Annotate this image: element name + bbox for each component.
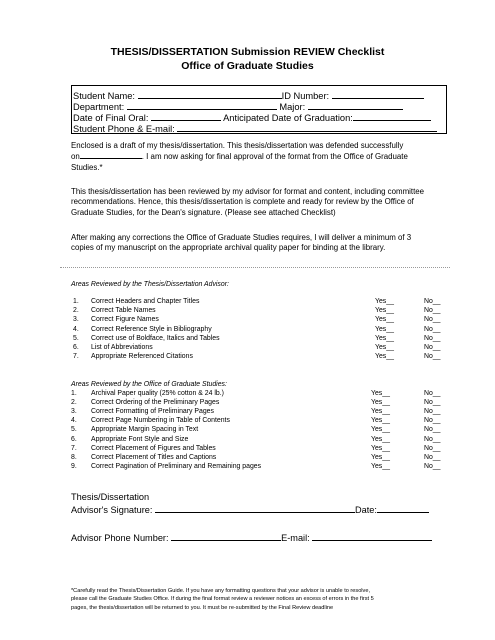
id-number-field[interactable] — [332, 89, 424, 99]
email-label: E-mail: — [281, 533, 310, 543]
item-number: 3. — [73, 316, 79, 324]
footnote — [71, 587, 451, 612]
student-name-field[interactable] — [138, 89, 282, 99]
advisor-section-heading: Areas Reviewed by the Thesis/Dissertation Advisor: — [71, 281, 229, 288]
item-number: 6. — [73, 344, 79, 351]
no-option[interactable]: No__ — [424, 316, 441, 324]
yes-option[interactable]: Yes__ — [371, 399, 390, 407]
yes-option[interactable]: Yes__ — [375, 316, 394, 324]
statement-copies — [71, 233, 449, 254]
advisor-phone-row — [71, 531, 432, 543]
item-number: 7. — [73, 353, 79, 361]
no-option[interactable]: No__ — [424, 353, 441, 361]
item-number: 5. — [73, 334, 79, 342]
item-number: 2. — [73, 307, 79, 315]
item-label: Correct Figure Names — [91, 316, 159, 324]
document-title: THESIS/DISSERTATION Submission REVIEW Checklist — [110, 46, 385, 58]
yes-option[interactable]: Yes__ — [371, 435, 390, 443]
statement-review-line1: This thesis/dissertation has been reviewed by my advisor for format and content, including committee — [71, 187, 425, 196]
item-label: Archival Paper quality (25% cotton & 24 lb.) — [91, 390, 224, 397]
item-number: 1. — [73, 298, 79, 305]
no-option[interactable]: No__ — [424, 344, 441, 351]
major-label: Major: — [279, 102, 306, 112]
item-label: Appropriate Referenced Citations — [91, 353, 193, 361]
advisor-signature-row — [71, 503, 429, 515]
yes-option[interactable]: Yes__ — [371, 444, 390, 452]
item-label: Correct Pagination of Preliminary and Remaining pages — [91, 462, 262, 470]
phone-email-row — [73, 122, 437, 134]
item-number: 3. — [71, 408, 77, 416]
department-field[interactable] — [127, 100, 277, 110]
document-subtitle: Office of Graduate Studies — [181, 60, 314, 72]
final-oral-field[interactable] — [151, 111, 221, 121]
no-option[interactable]: No__ — [424, 325, 441, 333]
item-label: Correct Placement of Figures and Tables — [91, 444, 216, 452]
no-option[interactable]: No__ — [424, 462, 441, 470]
no-option[interactable]: No__ — [424, 444, 441, 452]
no-option[interactable]: No__ — [424, 453, 441, 461]
statement-defense-line2 — [71, 151, 449, 162]
no-option[interactable]: No__ — [424, 408, 441, 416]
email-field[interactable] — [312, 531, 432, 541]
yes-option[interactable]: Yes__ — [375, 344, 394, 351]
id-number-label: ID Number: — [281, 91, 330, 101]
item-number: 5. — [71, 426, 77, 434]
yes-option[interactable]: Yes__ — [371, 462, 390, 470]
no-option[interactable]: No__ — [424, 426, 441, 434]
yes-option[interactable]: Yes__ — [371, 417, 390, 425]
section-divider — [60, 267, 450, 268]
yes-option[interactable]: Yes__ — [375, 325, 394, 333]
statement-review-line3: Graduate Studies, for the Dean's signature. (Please see attached Checklist) — [71, 207, 336, 217]
item-label: Correct Reference Style in Bibliography — [91, 325, 212, 333]
item-number: 7. — [71, 444, 77, 452]
item-label: Correct Ordering of the Preliminary Pages — [91, 399, 220, 407]
yes-option[interactable]: Yes__ — [375, 353, 394, 361]
yes-option[interactable]: Yes__ — [371, 426, 390, 434]
footnote-line3: pages, the thesis/dissertation will be returned to you. It must be re-submitted by the Final Review deadline — [71, 604, 334, 611]
anticipated-graduation-field[interactable] — [353, 111, 431, 121]
item-number: 9. — [71, 462, 77, 470]
item-number: 8. — [71, 453, 77, 461]
anticipated-graduation-label: Anticipated Date of Graduation: — [223, 113, 353, 123]
item-label: Correct Page Numbering in Table of Contents — [91, 417, 230, 425]
footnote-line2: please call the Graduate Studies Office. If during the final format review a reviewer notices an excess of errors in the first 5 — [71, 596, 374, 603]
yes-option[interactable]: Yes__ — [371, 408, 390, 416]
yes-option[interactable]: Yes__ — [371, 453, 390, 461]
phone-email-field[interactable] — [177, 122, 437, 132]
statement-review — [71, 187, 449, 218]
item-label: Correct Formatting of Preliminary Pages — [91, 408, 214, 416]
date-field[interactable] — [377, 503, 429, 513]
no-option[interactable]: No__ — [424, 334, 441, 342]
yes-option[interactable]: Yes__ — [375, 334, 394, 342]
yes-option[interactable]: Yes__ — [375, 307, 394, 315]
item-label: Correct Headers and Chapter Titles — [91, 298, 200, 305]
major-field[interactable] — [308, 100, 403, 110]
final-oral-label: Date of Final Oral: — [73, 113, 149, 123]
statement-copies-line2: copies of my manuscript on the appropriate archival quality paper for binding at the library. — [71, 243, 386, 253]
advisor-signature-label: Advisor's Signature: — [71, 505, 153, 515]
item-label: Appropriate Font Style and Size — [91, 435, 189, 443]
thesis-dissertation-label: Thesis/Dissertation — [71, 492, 150, 502]
defense-date-field[interactable] — [80, 151, 142, 159]
item-number: 4. — [73, 325, 79, 333]
no-option[interactable]: No__ — [424, 307, 441, 315]
yes-option[interactable]: Yes__ — [375, 298, 394, 305]
item-label: List of Abbreviations — [91, 344, 153, 351]
statement-defense-line3: Studies.* — [71, 162, 103, 172]
student-name-label: Student Name: — [73, 91, 136, 101]
statement-defense-line1: Enclosed is a draft of my thesis/dissertation. This thesis/dissertation was defended successfully — [71, 141, 404, 150]
yes-option[interactable]: Yes__ — [371, 390, 390, 397]
office-section-heading: Areas Reviewed by the Office of Graduate Studies: — [71, 381, 227, 388]
statement-defense — [71, 141, 449, 173]
phone-email-label: Student Phone & E-mail: — [73, 124, 175, 134]
department-label: Department: — [73, 102, 125, 112]
statement-defense-line2-text: . I am now asking for final approval of the format from the Office of Graduate — [141, 152, 408, 162]
item-number: 2. — [71, 399, 77, 407]
no-option[interactable]: No__ — [424, 390, 441, 397]
item-number: 4. — [71, 417, 77, 425]
footnote-line1: *Carefully read the Thesis/Dissertation Guide. If you have any formatting questions that your advisor is unable to resolve, — [71, 588, 371, 594]
item-number: 1. — [71, 390, 77, 397]
on-label: on — [71, 152, 80, 162]
date-label: Date: — [354, 505, 377, 515]
no-option[interactable]: No__ — [424, 298, 441, 305]
no-option[interactable]: No__ — [424, 435, 441, 443]
item-label: Appropriate Margin Spacing in Text — [91, 426, 199, 434]
item-number: 6. — [71, 435, 77, 443]
item-label: Correct Table Names — [91, 307, 156, 315]
item-label: Correct Placement of Titles and Captions — [91, 453, 217, 461]
advisor-signature-field[interactable] — [155, 503, 355, 513]
statement-review-line2: recommendations. Hence, this thesis/dissertation is complete and ready for review by the Office of — [71, 197, 414, 207]
item-label: Correct use of Boldface, Italics and Tables — [91, 334, 220, 342]
advisor-phone-field[interactable] — [171, 531, 281, 541]
no-option[interactable]: No__ — [424, 399, 441, 407]
no-option[interactable]: No__ — [424, 417, 441, 425]
advisor-phone-label: Advisor Phone Number: — [71, 533, 169, 543]
statement-copies-line1: After making any corrections the Office of Graduate Studies requires, I will deliver a minimum of 3 — [71, 233, 412, 242]
